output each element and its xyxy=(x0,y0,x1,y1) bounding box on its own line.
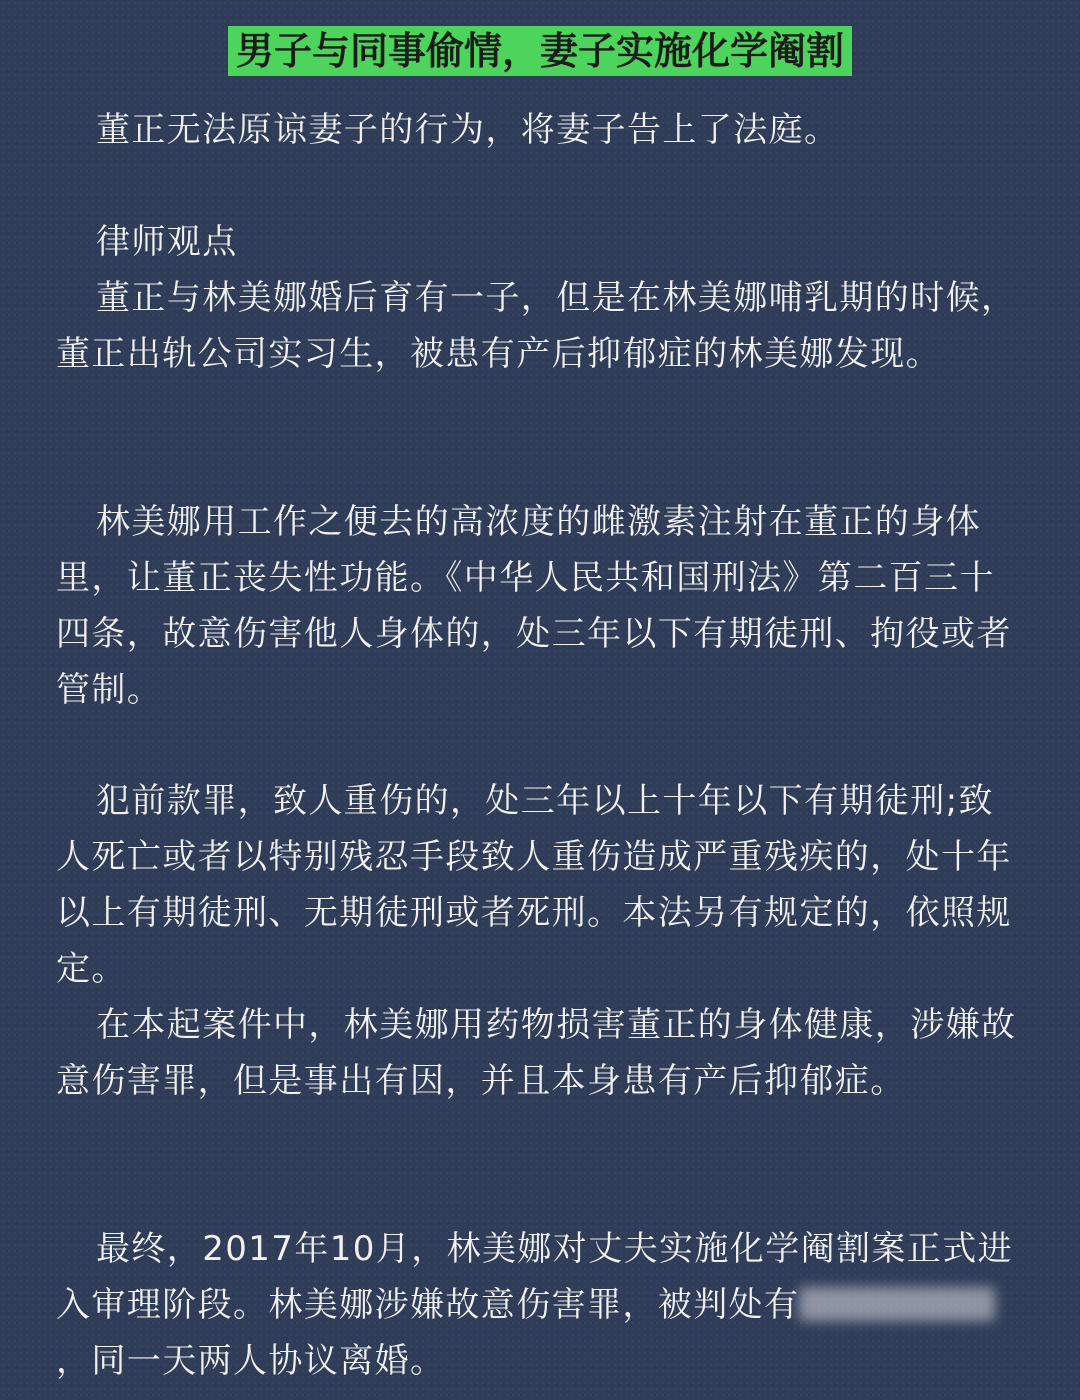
article-title: 男子与同事偷情，妻子实施化学阉割 xyxy=(228,26,852,76)
paragraph-4: 犯前款罪，致人重伤的，处三年以上十年以下有期徒刑;致人死亡或者以特别残忍手段致人重伤造成严重残疾的，处十年以上有期徒刑、无期徒刑或者死刑。本法另有规定的，依照规定。 xyxy=(56,781,1012,989)
section-heading-lawyer-view: 律师观点 xyxy=(96,222,238,262)
paragraph-6-tail: ，同一天两人协议离婚。 xyxy=(56,1341,446,1381)
redacted-sentence-blur xyxy=(799,1287,995,1321)
paragraph-6-text: 最终，2017年10月，林美娜对丈夫实施化学阉割案正式进入审理阶段。林美娜涉嫌故意伤害罪，被判处有 xyxy=(56,1229,1013,1325)
title-banner xyxy=(0,26,1080,76)
paragraph-2: 董正与林美娜婚后育有一子，但是在林美娜哺乳期的时候，董正出轨公司实习生，被患有产后抑郁症的林美娜发现。 xyxy=(56,278,1017,374)
paragraph-5: 在本起案件中，林美娜用药物损害董正的身体健康，涉嫌故意伤害罪，但是事出有因，并且本身患有产后抑郁症。 xyxy=(56,1005,1017,1101)
paragraph-6 xyxy=(56,1221,1028,1389)
paragraph-3: 林美娜用工作之便去的高浓度的雌激素注射在董正的身体里，让董正丧失性功能。《中华人民共和国刑法》第二百三十四条，故意伤害他人身体的，处三年以下有期徒刑、拘役或者管制。 xyxy=(56,502,1012,710)
paragraph-1: 董正无法原谅妻子的行为，将妻子告上了法庭。 xyxy=(96,110,840,150)
